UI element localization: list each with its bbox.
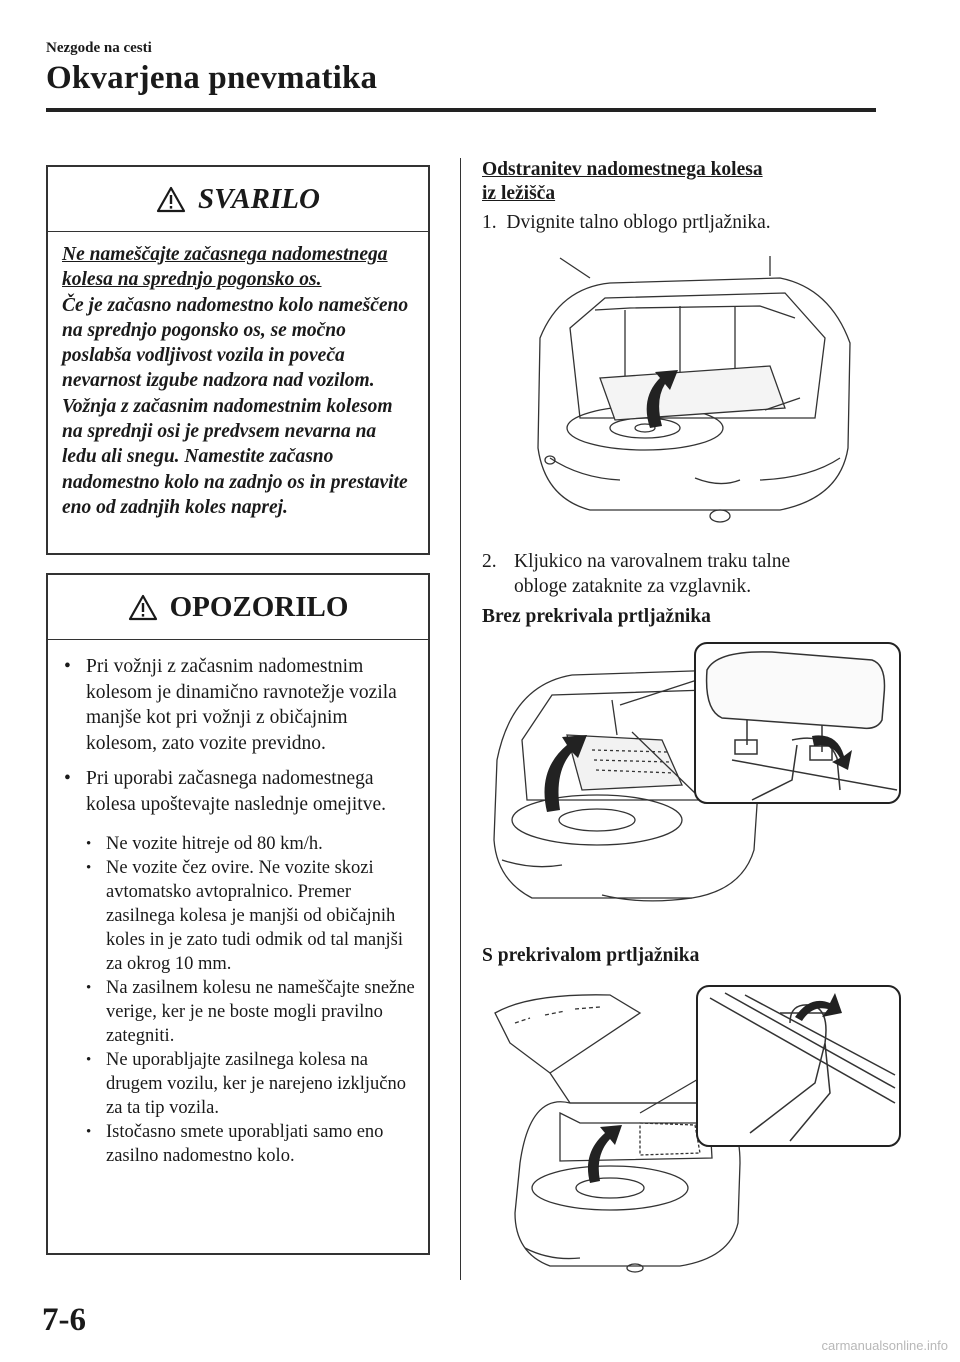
section-heading-line: Odstranitev nadomestnega kolesa — [482, 159, 763, 180]
bullet-dot-icon: • — [86, 835, 92, 852]
limit-item — [86, 976, 416, 1048]
warning-triangle-icon — [156, 186, 186, 213]
limit-item — [86, 832, 416, 856]
warning-bullet-text: Pri vožnji z začasnim nadomestnim kolesom je dinamično ravnotežje vozila manjše kot pri vožnji z običajnim kolesom, zato vozite previdno. — [86, 656, 397, 754]
bullet-dot-icon: • — [86, 1123, 92, 1140]
danger-text-block — [48, 232, 428, 520]
limit-item — [86, 856, 416, 976]
warning-box — [46, 573, 430, 1255]
warning-bullet — [64, 766, 416, 817]
watermark: carmanualsonline.info — [821, 1338, 948, 1353]
limit-item — [86, 1120, 416, 1168]
danger-text: Če je začasno nadomestno kolo nameščeno na sprednjo pogonsko os, se močno poslabša vodljivost vozila in poveča nevarnost izgube nadzora nad vozilom. Vožnja z začasnim nadomestnim kolesom na sprednji osi je predvsem nevarna na ledu ali snegu. Namestite začasno nadomestno kolo na zadnjo os in prestavite eno od zadnjih koles naprej. — [62, 294, 409, 518]
column-divider — [460, 158, 461, 1280]
sub-heading-without-cover: Brez prekrivala prtljažnika — [482, 606, 711, 627]
page-title: Okvarjena pnevmatika — [46, 60, 378, 96]
warning-heading: OPOZORILO — [169, 590, 349, 623]
danger-box — [46, 165, 430, 555]
warning-triangle-icon — [128, 594, 158, 621]
hook-headrest-illustration — [492, 640, 902, 910]
bullet-dot-icon: • — [64, 656, 71, 677]
limit-text: Ne uporabljajte zasilnega kolesa na drugem vozilu, ker je narejeno izključno za ta tip vozila. — [106, 1049, 407, 1118]
limit-text: Ne vozite čez ovire. Ne vozite skozi avtomatsko avtopralnico. Premer zasilnega kolesa je manjši od običajnih koles in je zato tudi odmik od tal manjši za okrog 10 mm. — [106, 857, 403, 974]
section-heading-line: iz ležišča — [482, 183, 556, 204]
step-2 — [482, 549, 882, 599]
step-1 — [482, 212, 771, 234]
danger-heading: SVARILO — [198, 182, 320, 215]
section-label: Nezgode na cesti — [46, 40, 152, 56]
bullet-dot-icon: • — [86, 859, 92, 876]
step-text: Kljukico na varovalnem traku talne — [514, 551, 791, 572]
warning-bullet — [64, 654, 416, 756]
danger-header — [48, 167, 428, 232]
step-text: obloge zataknite za vzglavnik. — [514, 576, 752, 597]
limit-text: Ne vozite hitreje od 80 km/h. — [106, 833, 323, 854]
step-number: 1. — [482, 212, 497, 233]
limit-text: Na zasilnem kolesu ne nameščajte snežne verige, ker je ne boste mogli pravilno zategniti. — [106, 977, 415, 1046]
limit-text: Istočasno smete uporabljati samo eno zasilno nadomestno kolo. — [106, 1121, 384, 1166]
bullet-dot-icon: • — [86, 979, 92, 996]
warning-text-block — [48, 640, 428, 1168]
limits-list — [64, 832, 416, 1168]
section-heading — [482, 158, 763, 206]
header-rule — [46, 108, 876, 112]
limit-item — [86, 1048, 416, 1120]
bullet-dot-icon: • — [86, 1051, 92, 1068]
trunk-floor-lift-illustration — [530, 248, 860, 528]
warning-header — [48, 575, 428, 640]
page-number: 7-6 — [42, 1302, 86, 1338]
warning-bullet-text: Pri uporabi začasnega nadomestnega kolesa upoštevajte naslednje omejitve. — [86, 768, 386, 815]
sub-heading-with-cover: S prekrivalom prtljažnika — [482, 945, 700, 966]
step-number: 2. — [482, 551, 497, 572]
step-text: Dvignite talno oblogo prtljažnika. — [506, 212, 771, 233]
bullet-dot-icon: • — [64, 768, 71, 790]
danger-lead: Ne nameščajte začasnega nadomestnega kolesa na sprednjo pogonsko os. — [62, 244, 388, 291]
hook-cover-illustration — [490, 983, 902, 1273]
